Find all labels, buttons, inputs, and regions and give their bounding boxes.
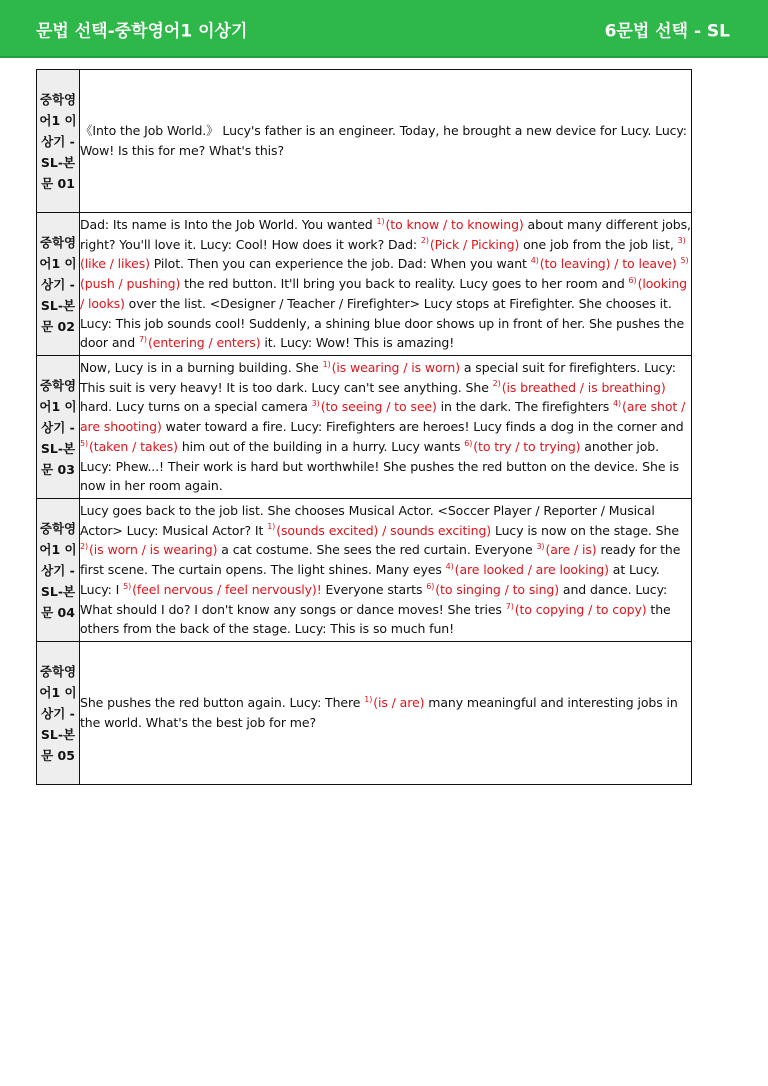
passage-text-segment: Lucy is now on the stage. She bbox=[491, 522, 679, 538]
question-number: 6) bbox=[464, 438, 473, 448]
passage-label: 중학영어1 이상기 - SL-본문 02 bbox=[37, 213, 80, 356]
passage-text-segment: one job from the job list, bbox=[519, 236, 678, 252]
question-number: 4) bbox=[613, 399, 622, 409]
grammar-choice: (is / are) bbox=[373, 695, 425, 711]
question-number: 7) bbox=[138, 335, 147, 345]
passage-text-segment: him out of the building in a hurry. Lucy wants bbox=[177, 438, 465, 454]
question-number: 5) bbox=[80, 438, 89, 448]
grammar-choice: (are / is) bbox=[545, 542, 597, 558]
grammar-choice: (push / pushing) bbox=[80, 276, 181, 292]
grammar-choice: (to copying / to copy) bbox=[514, 601, 647, 617]
passage-row bbox=[37, 70, 692, 213]
question-number: 2) bbox=[80, 542, 89, 552]
passage-text-segment: She pushes the red button again. Lucy: There bbox=[80, 695, 365, 711]
passage-text-segment: about many different jobs, right? You'll love it. Lucy: Cool! How does it work? Dad: bbox=[80, 216, 691, 252]
passage-label: 중학영어1 이상기 - SL-본문 01 bbox=[37, 70, 80, 213]
question-number: 6) bbox=[426, 581, 435, 591]
header-title: 문법 선택-중학영어1 이상기 bbox=[36, 21, 248, 42]
passage-text-segment: Lucy goes back to the job list. She chooses Musical Actor. <Soccer Player / Reporter / Musical Actor> Lucy: Musical Actor? It bbox=[80, 502, 655, 538]
passage-label: 중학영어1 이상기 - SL-본문 05 bbox=[37, 642, 80, 785]
passage-text-segment: many meaningful and interesting jobs in the world. What's the best job for me? bbox=[80, 695, 678, 730]
grammar-choice: (is worn / is wearing) bbox=[89, 542, 218, 558]
grammar-choice: (are looked / are looking) bbox=[454, 562, 609, 578]
question-number: 5) bbox=[680, 256, 689, 266]
grammar-choice: (entering / enters) bbox=[147, 335, 261, 351]
question-number: 6) bbox=[628, 275, 637, 285]
grammar-choice: (Pick / Picking) bbox=[429, 236, 520, 252]
passage-text-segment: Pilot. Then you can experience the job. Dad: When you want bbox=[149, 256, 531, 272]
passage-text-segment: 《Into the Job World.》 Lucy's father is an engineer. Today, he brought a new device for Lucy. Lucy: Wow! Is this for me? What's this? bbox=[80, 123, 687, 158]
passage-table bbox=[36, 69, 692, 785]
grammar-choice: (is wearing / is worn) bbox=[331, 359, 460, 375]
passage-text-segment: it. Lucy: Wow! This is amazing! bbox=[260, 335, 455, 351]
question-number: 1) bbox=[267, 522, 276, 532]
grammar-choice: (to seeing / to see) bbox=[320, 399, 437, 415]
passage-text-segment: another job. Lucy: Phew...! Their work is hard but worthwhile! She pushes the red button on the device. She is now in her room again. bbox=[80, 438, 680, 494]
question-number: 3) bbox=[311, 399, 320, 409]
grammar-choice: (to know / to knowing) bbox=[385, 216, 524, 232]
passage-text-segment: hard. Lucy turns on a special camera bbox=[80, 399, 312, 415]
passage-text-segment: and dance. Lucy: What should I do? I don't know any songs or dance moves! She tries bbox=[80, 581, 668, 617]
question-number: 2) bbox=[420, 236, 429, 246]
passage-label: 중학영어1 이상기 - SL-본문 03 bbox=[37, 356, 80, 499]
passage-row bbox=[37, 356, 692, 499]
question-number: 4) bbox=[445, 561, 454, 571]
grammar-choice: (sounds excited) / sounds exciting) bbox=[276, 522, 492, 538]
passage-text-segment: a cat costume. She sees the red curtain. Everyone bbox=[217, 542, 537, 558]
passage-text-segment: over the list. <Designer / Teacher / Firefighter> Lucy stops at Firefighter. She chooses it. Lucy: This job sounds cool! Suddenly, a shining blue door shows up in front of her. She pushes the door and bbox=[80, 295, 685, 351]
grammar-choice: (are shot / are shooting) bbox=[80, 399, 686, 435]
passage-text bbox=[80, 356, 692, 499]
question-number: 1) bbox=[364, 695, 373, 705]
question-number: 3) bbox=[677, 236, 686, 246]
passage-text-segment: in the dark. The firefighters bbox=[436, 399, 614, 415]
passage-text-segment: water toward a fire. Lucy: Firefighters are heroes! Lucy finds a dog in the corner and bbox=[161, 419, 684, 435]
passage-text bbox=[80, 213, 692, 356]
page-header bbox=[0, 0, 768, 58]
passage-text-segment: the others from the back of the stage. Lucy: This is so much fun! bbox=[80, 601, 671, 637]
grammar-choice: (to try / to trying) bbox=[473, 438, 581, 454]
grammar-choice: (like / likes) bbox=[80, 256, 150, 272]
passage-text bbox=[80, 70, 692, 213]
passage-text-segment: the red button. It'll bring you back to reality. Lucy goes to her room and bbox=[180, 276, 629, 292]
passage-text-segment: Everyone starts bbox=[321, 581, 427, 597]
question-number: 7) bbox=[505, 601, 514, 611]
grammar-choice: (to leaving) / to leave) bbox=[539, 256, 677, 272]
passage-text-segment: Now, Lucy is in a burning building. She bbox=[80, 359, 323, 375]
passage-text bbox=[80, 499, 692, 642]
grammar-choice: (is breathed / is breathing) bbox=[501, 379, 666, 395]
passage-text-segment: a special suit for firefighters. Lucy: This suit is very heavy! It is too dark. Lucy can't see anything. She bbox=[80, 359, 676, 395]
question-number: 5) bbox=[123, 581, 132, 591]
passage-text-segment: at Lucy. Lucy: I bbox=[80, 562, 660, 597]
passage-row bbox=[37, 213, 692, 356]
passage-text-segment: Dad: Its name is Into the Job World. You wanted bbox=[80, 216, 377, 232]
grammar-choice: (feel nervous / feel nervously)! bbox=[132, 581, 322, 597]
header-section-label: 6문법 선택 - SL bbox=[604, 21, 730, 42]
grammar-choice: (taken / takes) bbox=[89, 438, 178, 454]
passage-text bbox=[80, 642, 692, 785]
passage-label: 중학영어1 이상기 - SL-본문 04 bbox=[37, 499, 80, 642]
passage-row bbox=[37, 499, 692, 642]
grammar-choice: (to singing / to sing) bbox=[435, 581, 560, 597]
passage-text-segment bbox=[677, 256, 681, 271]
question-number: 4) bbox=[530, 256, 539, 266]
passage-text-segment: ready for the first scene. The curtain opens. The light shines. Many eyes bbox=[80, 542, 681, 578]
question-number: 1) bbox=[376, 216, 385, 226]
question-number: 1) bbox=[322, 359, 331, 369]
question-number: 3) bbox=[536, 542, 545, 552]
question-number: 2) bbox=[492, 379, 501, 389]
grammar-choice: (looking / looks) bbox=[80, 276, 687, 311]
passage-row bbox=[37, 642, 692, 785]
